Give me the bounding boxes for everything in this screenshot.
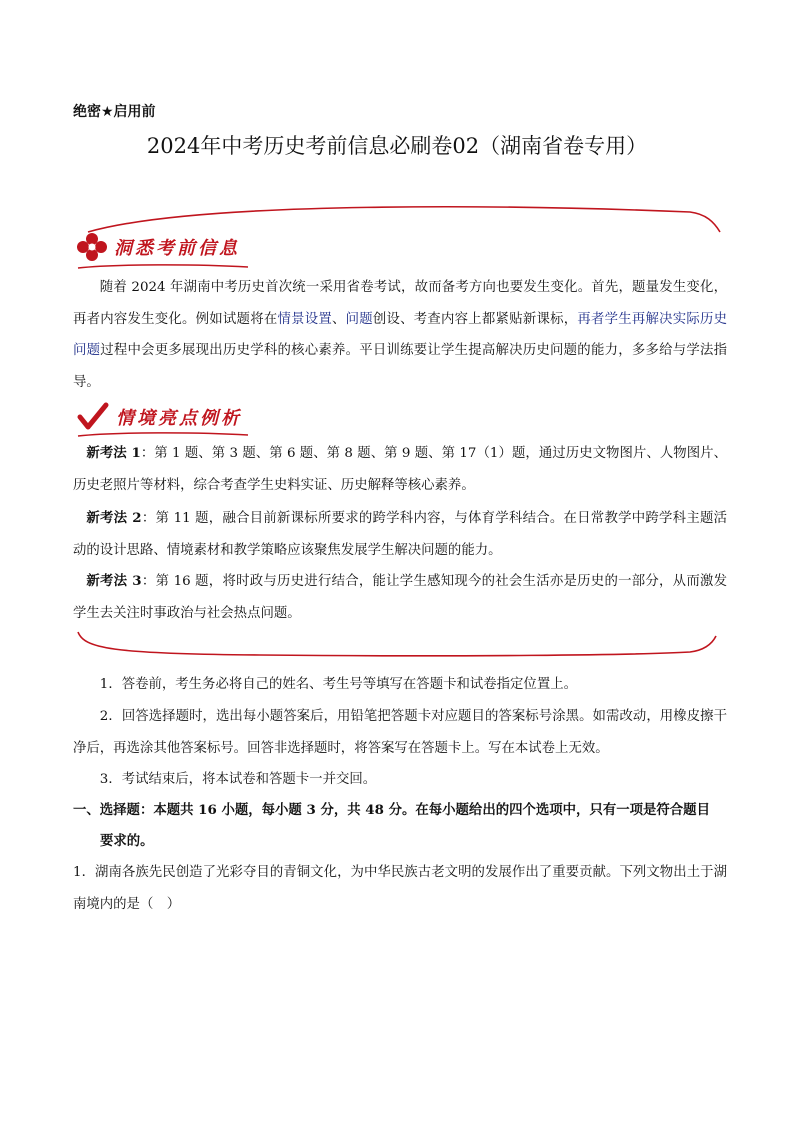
instruction-3: 3．考试结束后，将本试卷和答题卡一并交回。	[99, 772, 377, 787]
question-1: 1．湖南各族先民创造了光彩夺目的青铜文化，为中华民族古老文明的发展作出了重要贡献。下列文物出土于湖南境内的是（ ）	[73, 865, 727, 912]
intro-paragraph: 随着 2024 年湖南中考历史首次统一采用省卷考试，故而备考方向也要发生变化。首先，题量发生变化，再者内容发生变化。例如试题将在情景设置、问题创设、考查内容上都紧贴新课标，再者学生再解决实际历史问题过程中会更多展现出历史学科的核心素养。平日训练要让学生提高解决历史问题的能力，多多给与学法指导。	[73, 280, 728, 390]
badge-underline	[76, 262, 251, 272]
method-item-3: 新考法 3：第 16 题，将时政与历史进行结合，能让学生感知现今的社会生活亦是历史的一部分，从而激发学生去关注时事政治与社会热点问题。	[73, 573, 727, 621]
bottom-arc	[78, 632, 716, 656]
section-badge-insight	[76, 232, 240, 262]
section-mc-line-1: 一、选择题：本题共 16 小题，每小题 3 分，共 48 分。在每小题给出的四个选项中，只有一项是符合题目	[73, 802, 710, 818]
page-title: 2024年中考历史考前信息必刷卷02（湖南省卷专用）	[146, 134, 648, 158]
section-heading: 情境亮点例析	[116, 408, 242, 429]
top-arc	[88, 207, 720, 232]
flower-icon	[76, 232, 108, 262]
method-item-1: 新考法 1：第 1 题、第 3 题、第 6 题、第 8 题、第 9 题、第 17（1）题，通过历史文物图片、人物图片、历史老照片等材料，综合考查学生史料实证、历史解释等核心素养。	[73, 445, 727, 493]
section-badge-highlights	[76, 402, 242, 432]
confidential-mark: 绝密★启用前	[73, 104, 156, 120]
section-mc-line-2: 要求的。	[100, 833, 154, 849]
section-heading: 洞悉考前信息	[114, 238, 240, 259]
instruction-1: 1．答卷前，考生务必将自己的姓名、考生号等填写在答题卡和试卷指定位置上。	[99, 677, 577, 692]
method-item-2: 新考法 2：第 11 题，融合目前新课标所要求的跨学科内容，与体育学科结合。在日常教学中跨学科主题活动的设计思路、情境素材和教学策略应该聚焦发展学生解决问题的能力。	[73, 510, 727, 558]
check-mark-icon	[76, 402, 110, 432]
instruction-2: 2．回答选择题时，选出每小题答案后，用铅笔把答题卡对应题目的答案标号涂黑。如需改动，用橡皮擦干净后，再选涂其他答案标号。回答非选择题时，将答案写在答题卡上。写在本试卷上无效。	[73, 709, 727, 756]
